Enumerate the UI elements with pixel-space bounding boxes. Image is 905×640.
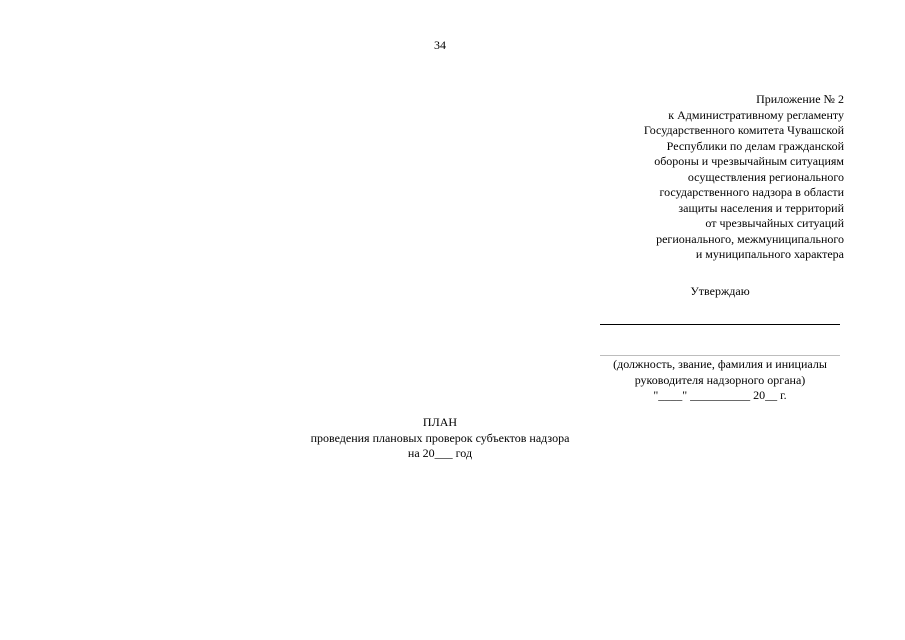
- plan-title: ПЛАН: [422, 415, 458, 429]
- appendix-line: Государственного комитета Чувашской: [643, 123, 844, 137]
- plan-subtitle: проведения плановых проверок субъектов надзора: [310, 430, 570, 445]
- appendix-line: от чрезвычайных ситуаций: [705, 216, 844, 230]
- appendix-line: Республики по делам гражданской: [666, 138, 844, 153]
- page-number: 34: [434, 38, 446, 52]
- appendix-header: [544, 92, 844, 263]
- appendix-line: государственного надзора в области: [659, 185, 844, 199]
- appendix-line: регионального, межмуниципального: [656, 231, 844, 246]
- approval-title: Утверждаю: [690, 284, 750, 298]
- appendix-line: осуществления регионального: [687, 169, 844, 184]
- signer-caption-line: (должность, звание, фамилия и инициалы: [613, 357, 827, 371]
- appendix-line: и муниципального характера: [695, 247, 844, 261]
- signer-caption-line: руководителя надзорного органа): [634, 372, 806, 387]
- plan-heading: [240, 415, 640, 462]
- signer-caption: [590, 357, 850, 404]
- appendix-line: Приложение № 2: [756, 92, 844, 106]
- approval-date-line: "____" __________ 20__ г.: [653, 388, 787, 402]
- appendix-line: к Административному регламенту: [668, 107, 844, 122]
- appendix-line: защиты населения и территорий: [678, 200, 844, 215]
- appendix-line: обороны и чрезвычайным ситуациям: [654, 154, 844, 168]
- plan-year-line: на 20___ год: [407, 446, 473, 460]
- signature-line: [600, 324, 840, 325]
- signature-divider: [600, 355, 840, 356]
